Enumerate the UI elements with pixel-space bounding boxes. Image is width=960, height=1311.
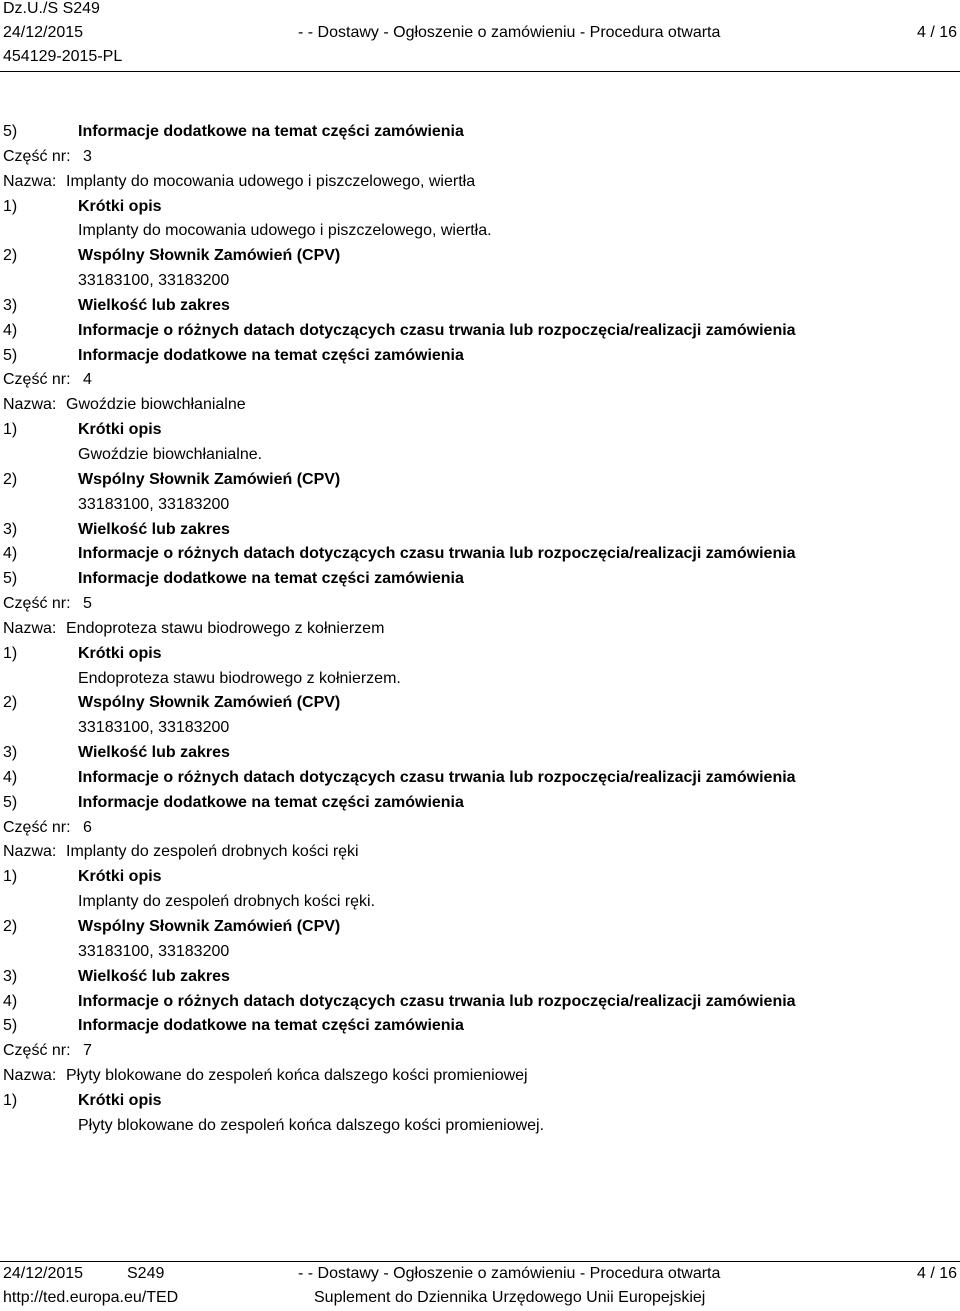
page-footer — [0, 1262, 960, 1310]
section-title: Wielkość lub zakres — [78, 296, 230, 314]
cpv-codes-row — [0, 939, 960, 964]
section-2-heading — [0, 243, 960, 268]
section-1-heading — [0, 864, 960, 889]
short-description-row — [0, 666, 960, 691]
short-description: Endoproteza stawu biodrowego z kołnierzem. — [78, 669, 401, 687]
part-name: Płyty blokowane do zespoleń końca dalszego kości promieniowej — [66, 1067, 528, 1085]
doc-reference: Dz.U./S S249 — [3, 0, 100, 17]
section-5-heading — [0, 566, 960, 591]
short-description: Płyty blokowane do zespoleń końca dalszego kości promieniowej. — [78, 1116, 545, 1134]
short-description-row — [0, 889, 960, 914]
section-title: Krótki opis — [78, 644, 162, 662]
cpv-codes-row — [0, 268, 960, 293]
section-3-heading — [0, 517, 960, 542]
cpv-codes: 33183100, 33183200 — [78, 495, 230, 513]
short-description-row — [0, 442, 960, 467]
section-number: 3) — [3, 967, 18, 985]
section-title: Krótki opis — [78, 197, 162, 215]
section-number: 3) — [3, 296, 18, 314]
part-number-row — [0, 591, 960, 616]
section-number: 2) — [3, 247, 18, 265]
section-number: 1) — [3, 868, 18, 886]
section-number: 2) — [3, 470, 18, 488]
part-name-row — [0, 169, 960, 194]
section-5-heading — [0, 1013, 960, 1038]
footer-url[interactable]: http://ted.europa.eu/TED — [3, 1289, 179, 1306]
section-title: Krótki opis — [78, 868, 162, 886]
part-number: 3 — [83, 147, 92, 165]
part-number: 4 — [83, 371, 92, 389]
section-number: 1) — [3, 1091, 18, 1109]
part-number-row — [0, 1038, 960, 1063]
section-title: Wspólny Słownik Zamówień (CPV) — [78, 470, 341, 488]
section-number: 1) — [3, 421, 18, 439]
part-name-row — [0, 616, 960, 641]
header-title: - - Dostawy - Ogłoszenie o zamówieniu - Procedura otwarta — [298, 24, 721, 41]
section-1-heading — [0, 641, 960, 666]
part-number: 5 — [83, 595, 92, 613]
section-2-heading — [0, 690, 960, 715]
part-label: Część nr: — [3, 1042, 71, 1060]
part-name-row — [0, 392, 960, 417]
section-title: Informacje dodatkowe na temat części zamówienia — [78, 123, 464, 140]
footer-supplement: Suplement do Dziennika Urzędowego Unii Europejskiej — [314, 1289, 706, 1306]
section-title: Informacje o różnych datach dotyczących czasu trwania lub rozpoczęcia/realizacji zamówienia — [78, 992, 796, 1010]
section-number: 5) — [3, 570, 18, 588]
section-number: 4) — [3, 768, 18, 786]
notice-id: 454129-2015-PL — [3, 48, 123, 65]
part-label: Część nr: — [3, 818, 71, 836]
footer-date: 24/12/2015 — [3, 1265, 84, 1282]
part-label: Część nr: — [3, 595, 71, 613]
section-4-heading — [0, 989, 960, 1014]
section-title: Informacje dodatkowe na temat części zamówienia — [78, 346, 464, 364]
part-number-row — [0, 367, 960, 392]
section-number: 3) — [3, 520, 18, 538]
section-title: Wielkość lub zakres — [78, 520, 230, 538]
part-name-row — [0, 1063, 960, 1088]
section-number: 5) — [3, 123, 18, 140]
section-4-heading — [0, 318, 960, 343]
parts-list — [0, 144, 960, 1138]
part-name: Gwoździe biowchłanialne — [66, 396, 246, 414]
footer-issue: S249 — [127, 1265, 165, 1282]
section-title: Informacje o różnych datach dotyczących czasu trwania lub rozpoczęcia/realizacji zamówienia — [78, 321, 796, 339]
name-label: Nazwa: — [3, 172, 57, 190]
section-title: Informacje o różnych datach dotyczących czasu trwania lub rozpoczęcia/realizacji zamówienia — [78, 768, 796, 786]
section-title: Wspólny Słownik Zamówień (CPV) — [78, 918, 341, 935]
short-description: Implanty do zespoleń drobnych kości ręki. — [78, 893, 376, 911]
part-name: Endoproteza stawu biodrowego z kołnierzem — [66, 619, 385, 637]
header-page-number: 4 / 16 — [916, 24, 957, 41]
part-name: Implanty do zespoleń drobnych kości ręki — [66, 843, 359, 861]
section-1-heading — [0, 1088, 960, 1113]
section-number: 2) — [3, 918, 18, 935]
footer-title: - - Dostawy - Ogłoszenie o zamówieniu - Procedura otwarta — [298, 1265, 721, 1282]
section-title: Wielkość lub zakres — [78, 967, 230, 985]
section-title: Wspólny Słownik Zamówień (CPV) — [78, 247, 341, 265]
section-number: 5) — [3, 793, 18, 811]
section-number: 5) — [3, 1017, 18, 1035]
name-label: Nazwa: — [3, 1067, 57, 1085]
part-label: Część nr: — [3, 371, 71, 389]
section-2-heading — [0, 914, 960, 939]
section-5-heading — [0, 119, 960, 144]
section-2-heading — [0, 467, 960, 492]
section-title: Informacje dodatkowe na temat części zamówienia — [78, 570, 464, 588]
part-name: Implanty do mocowania udowego i piszczelowego, wiertła — [66, 172, 476, 190]
part-number-row — [0, 815, 960, 840]
section-3-heading — [0, 293, 960, 318]
cpv-codes: 33183100, 33183200 — [78, 272, 230, 290]
name-label: Nazwa: — [3, 396, 57, 414]
name-label: Nazwa: — [3, 619, 57, 637]
cpv-codes: 33183100, 33183200 — [78, 719, 230, 737]
section-title: Wspólny Słownik Zamówień (CPV) — [78, 694, 341, 712]
section-3-heading — [0, 964, 960, 989]
section-title: Informacje dodatkowe na temat części zamówienia — [78, 1017, 464, 1035]
section-number: 4) — [3, 545, 18, 563]
footer-page-number: 4 / 16 — [916, 1265, 957, 1282]
section-title: Krótki opis — [78, 1091, 162, 1109]
section-3-heading — [0, 740, 960, 765]
cpv-codes: 33183100, 33183200 — [78, 942, 230, 960]
header-divider — [0, 71, 960, 72]
section-4-heading — [0, 765, 960, 790]
section-1-heading — [0, 417, 960, 442]
short-description: Gwoździe biowchłanialne. — [78, 445, 263, 463]
cpv-codes-row — [0, 715, 960, 740]
part-number-row — [0, 144, 960, 169]
document-body — [0, 119, 960, 1138]
section-5-heading — [0, 343, 960, 368]
section-title: Informacje o różnych datach dotyczących czasu trwania lub rozpoczęcia/realizacji zamówienia — [78, 545, 796, 563]
section-number: 4) — [3, 321, 18, 339]
part-number: 6 — [83, 818, 92, 836]
section-title: Krótki opis — [78, 421, 162, 439]
section-number: 1) — [3, 644, 18, 662]
section-title: Wielkość lub zakres — [78, 744, 230, 762]
section-number: 2) — [3, 694, 18, 712]
section-number: 3) — [3, 744, 18, 762]
section-number: 5) — [3, 346, 18, 364]
name-label: Nazwa: — [3, 843, 57, 861]
cpv-codes-row — [0, 492, 960, 517]
short-description-row — [0, 1113, 960, 1138]
short-description: Implanty do mocowania udowego i piszczelowego, wiertła. — [78, 222, 492, 240]
section-title: Informacje dodatkowe na temat części zamówienia — [78, 793, 464, 811]
section-1-heading — [0, 194, 960, 219]
part-name-row — [0, 839, 960, 864]
short-description-row — [0, 218, 960, 243]
section-4-heading — [0, 541, 960, 566]
section-number: 4) — [3, 992, 18, 1010]
part-label: Część nr: — [3, 147, 71, 165]
section-number: 1) — [3, 197, 18, 215]
header-date: 24/12/2015 — [3, 24, 84, 41]
section-5-heading — [0, 790, 960, 815]
page-header — [0, 0, 960, 69]
part-number: 7 — [83, 1042, 92, 1060]
